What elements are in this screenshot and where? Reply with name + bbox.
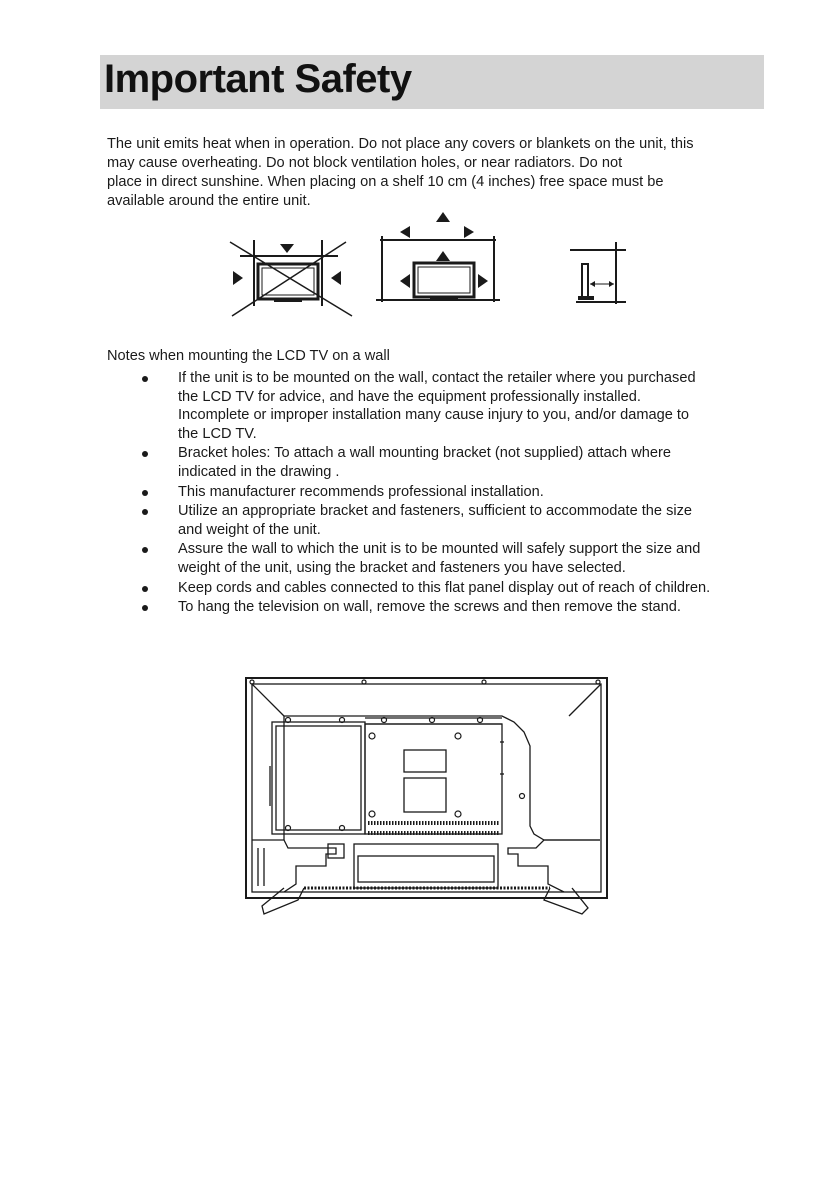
list-item-line: Bracket holes: To attach a wall mounting bracket (not supplied) attach where	[178, 445, 671, 462]
title-banner	[100, 55, 764, 109]
notes-list	[0, 369, 839, 618]
list-item	[0, 483, 839, 502]
tv-rear-view-diagram	[244, 676, 610, 920]
bullet-icon	[142, 547, 148, 553]
list-item-line: Utilize an appropriate bracket and fasteners, sufficient to accommodate the size	[178, 503, 693, 520]
list-item-line: weight of the unit, using the bracket and fasteners you have selected.	[178, 559, 626, 576]
intro-line: may cause overheating. Do not block ventilation holes, or near radiators. Do not	[107, 155, 623, 171]
bullet-icon	[142, 586, 148, 592]
list-item	[0, 444, 839, 481]
list-item-line: Assure the wall to which the unit is to be mounted will safely support the size and	[178, 541, 701, 558]
intro-line: available around the entire unit.	[107, 193, 311, 209]
list-item	[0, 369, 839, 443]
list-item-line: If the unit is to be mounted on the wall, contact the retailer where you purchased	[178, 370, 696, 386]
list-item	[0, 579, 839, 598]
list-item-line: Keep cords and cables connected to this flat panel display out of reach of children.	[178, 579, 711, 596]
list-item-line: This manufacturer recommends professional installation.	[178, 483, 544, 500]
list-item	[0, 502, 839, 539]
list-item-line: the LCD TV for advice, and have the equipment professionally installed.	[178, 388, 641, 405]
bullet-icon	[142, 605, 148, 611]
notes-heading: Notes when mounting the LCD TV on a wall	[107, 348, 390, 364]
side-clearance-diagram	[570, 238, 630, 306]
list-item	[0, 598, 839, 617]
list-item-line: the LCD TV.	[178, 425, 257, 442]
list-item-line: and weight of the unit.	[178, 521, 321, 538]
intro-line: The unit emits heat when in operation. Do not place any covers or blankets on the unit, this	[107, 136, 694, 152]
bullet-icon	[142, 376, 148, 382]
list-item-line: To hang the television on wall, remove the screws and then remove the stand.	[178, 599, 681, 616]
page-title: Important Safety	[104, 57, 412, 101]
bullet-icon	[142, 490, 148, 496]
list-item	[0, 540, 839, 577]
enclosed-placement-diagram	[226, 236, 356, 320]
list-item-line: indicated in the drawing .	[178, 463, 340, 480]
bullet-icon	[142, 451, 148, 457]
intro-line: place in direct sunshine. When placing on a shelf 10 cm (4 inches) free space must be	[107, 174, 664, 190]
intro-paragraph	[107, 135, 767, 211]
bullet-icon	[142, 509, 148, 515]
list-item-line: Incomplete or improper installation many cause injury to you, and/or damage to	[178, 407, 690, 424]
clearance-diagram	[376, 208, 500, 304]
